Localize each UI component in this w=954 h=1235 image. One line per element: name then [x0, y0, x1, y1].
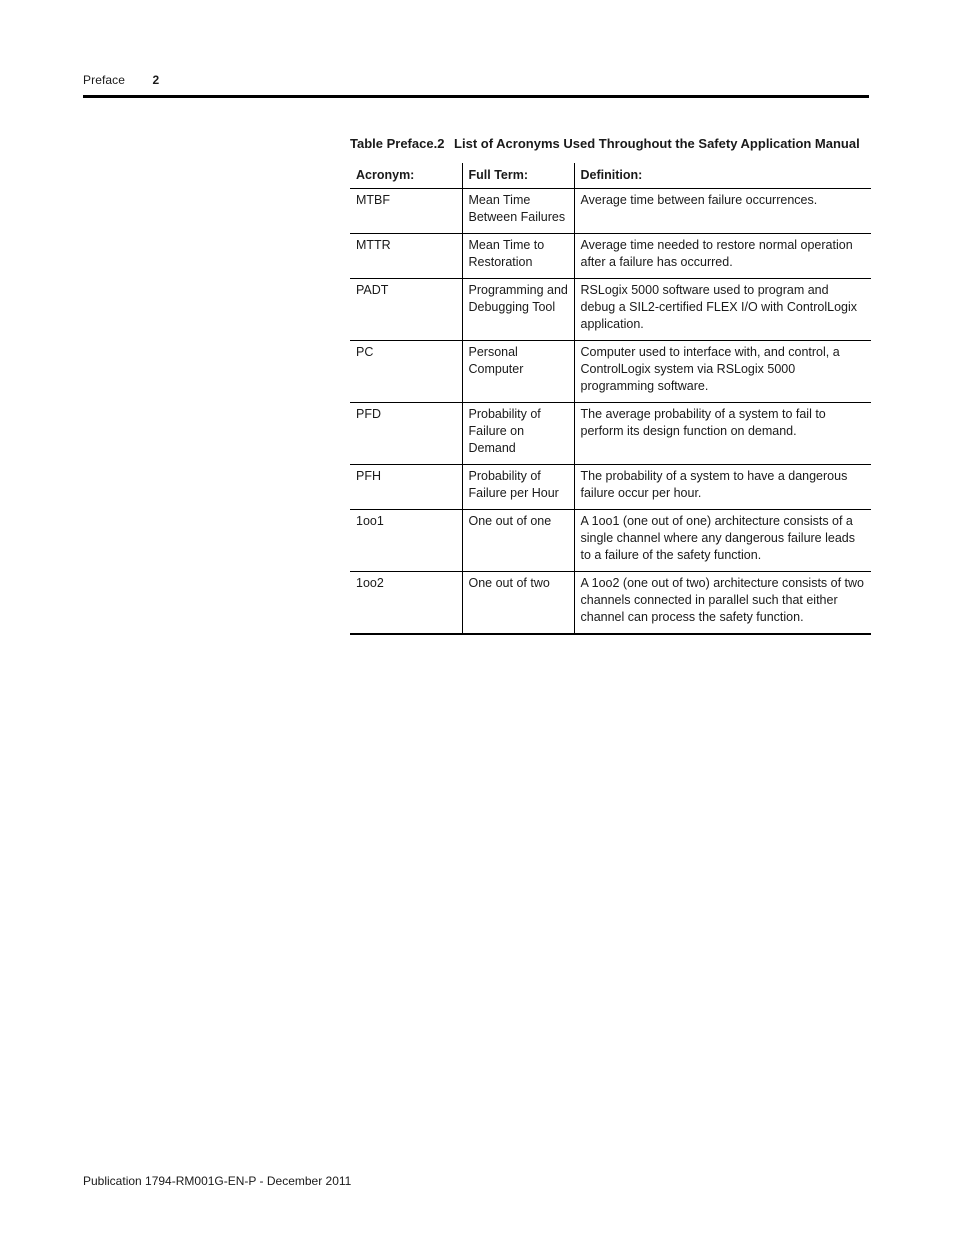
full-term-cell: Programming and Debugging Tool [462, 279, 574, 341]
table-row [350, 341, 871, 403]
column-header-definition: Definition: [574, 163, 871, 189]
table-row [350, 572, 871, 635]
table-row [350, 510, 871, 572]
publication-footer: Publication 1794-RM001G-EN-P - December 2011 [83, 1174, 352, 1188]
full-term-cell: Mean Time to Restoration [462, 234, 574, 279]
full-term-cell: Personal Computer [462, 341, 574, 403]
full-term-cell: Probability of Failure on Demand [462, 403, 574, 465]
definition-cell: RSLogix 5000 software used to program and debug a SIL2-certified FLEX I/O with ControlLogix application. [574, 279, 871, 341]
header-rule [83, 95, 869, 98]
page-number: 2 [152, 73, 160, 87]
definition-cell: Average time between failure occurrences. [574, 189, 871, 234]
acronym-cell: PC [350, 341, 462, 403]
full-term-cell: One out of two [462, 572, 574, 635]
definition-cell: The probability of a system to have a dangerous failure occur per hour. [574, 465, 871, 510]
table-caption-title: List of Acronyms Used Throughout the Safety Application Manual [454, 136, 860, 151]
definition-cell: Average time needed to restore normal operation after a failure has occurred. [574, 234, 871, 279]
acronym-cell: PFH [350, 465, 462, 510]
acronym-cell: 1oo1 [350, 510, 462, 572]
definition-cell: A 1oo1 (one out of one) architecture consists of a single channel where any dangerous failure leads to a failure of the safety function. [574, 510, 871, 572]
column-header-acronym: Acronym: [350, 163, 462, 189]
column-header-full-term: Full Term: [462, 163, 574, 189]
full-term-cell: One out of one [462, 510, 574, 572]
table-header-row [350, 163, 871, 189]
table-row [350, 403, 871, 465]
table-caption [350, 136, 860, 151]
acronym-cell: 1oo2 [350, 572, 462, 635]
table-row [350, 234, 871, 279]
definition-cell: Computer used to interface with, and control, a ControlLogix system via RSLogix 5000 programming software. [574, 341, 871, 403]
acronym-cell: PADT [350, 279, 462, 341]
full-term-cell: Mean Time Between Failures [462, 189, 574, 234]
acronym-cell: PFD [350, 403, 462, 465]
definition-cell: The average probability of a system to fail to perform its design function on demand. [574, 403, 871, 465]
acronym-cell: MTTR [350, 234, 462, 279]
full-term-cell: Probability of Failure per Hour [462, 465, 574, 510]
definition-cell: A 1oo2 (one out of two) architecture consists of two channels connected in parallel such that either channel can process the safety function. [574, 572, 871, 635]
acronym-cell: MTBF [350, 189, 462, 234]
acronym-table [350, 163, 871, 635]
section-title: Preface [83, 73, 126, 87]
table-caption-id: Table Preface.2 [350, 136, 445, 151]
table-row [350, 189, 871, 234]
table-row [350, 279, 871, 341]
page-header [83, 73, 159, 87]
table-row [350, 465, 871, 510]
